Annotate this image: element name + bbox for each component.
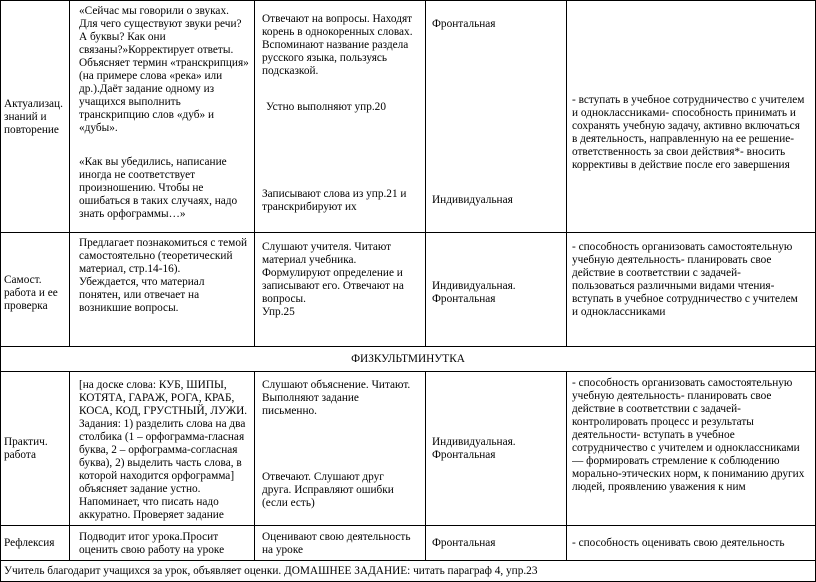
stage-label: Самост. работа и ее проверка xyxy=(4,274,58,312)
row-divider xyxy=(0,346,816,347)
column-divider xyxy=(254,371,255,560)
stage-label: Рефлексия xyxy=(4,537,55,549)
table-border-top xyxy=(0,0,816,1)
learning-outcomes: - способность организовать самостоятельную учебную деятельность- планировать свое действие в соответствии с задачей- пользоваться различными видами чтения- вступать в учебное сотрудничество с учителем и одноклассниками xyxy=(572,241,798,318)
column-divider xyxy=(254,0,255,346)
work-form: Индивидуальная. Фронтальная xyxy=(432,436,516,461)
column-divider xyxy=(425,0,426,346)
teacher-activity: Предлагает познакомиться с темой самостоятельно (теоретический материал, стр.14-16). Убеждается, что материал понятен, или отвечает на возникшие вопросы. xyxy=(79,237,248,314)
student-activity: Слушают учителя. Читают материал учебника. Формулируют определение и записывают его. Отвечают на вопросы. Упр.25 xyxy=(262,241,404,318)
teacher-activity: «Сейчас мы говорили о звуках. Для чего существуют звуки речи? А буквы? Как они связаны?»Корректирует ответы. Объясняет термин «транскрипция» (на примере слова «река» или др.).Даёт задание одному из учащихся выполнить транскрипцию слов «дуб» и «дубы». xyxy=(79,5,249,134)
column-divider xyxy=(566,371,567,560)
teacher-activity: [на доске слова: КУБ, ШИПЫ, КОТЯТА, ГАРАЖ, РОГА, КРАБ, КОСА, КОД, ГРУСТНЫЙ, ЛУЖИ. Задания: 1) разделить слова на два столбика (1 – орфограмма-гласная буква, 2 – орфограмма-согласная буква), 2) выделить часть слова, в которой находится орфограмма] объясняет задание устно. Напоминает, что писать надо аккуратно. Проверяет задание xyxy=(79,379,248,521)
stage-label: Практич. работа xyxy=(4,436,48,461)
column-divider xyxy=(69,0,70,346)
table-border-left xyxy=(0,0,1,582)
work-form: Фронтальная xyxy=(432,537,496,549)
learning-outcomes: - способность организовать самостоятельную учебную деятельность- планировать свое действие в соответствии с задачей- контролировать процесс и результаты деятельности- вступать в учебное сотрудничество с учителем и одноклассниками — формировать стремление к соблюдению морально-этических норм, к пониманию других людей, проявлению уважения к ним xyxy=(572,377,805,493)
column-divider xyxy=(69,371,70,560)
work-form: Фронтальная xyxy=(432,18,496,30)
row-divider xyxy=(0,560,816,561)
row-divider xyxy=(0,232,816,233)
column-divider xyxy=(566,0,567,346)
student-activity: Записывают слова из упр.21 и транскрибируют их xyxy=(262,188,407,213)
work-form: Индивидуальная. Фронтальная xyxy=(432,280,516,305)
row-divider xyxy=(0,525,816,526)
teacher-activity: «Как вы убедились, написание иногда не соответствует произношению. Чтобы не ошибаться в таких случаях, надо знать орфограммы…» xyxy=(79,156,238,220)
student-activity: Отвечают на вопросы. Находят корень в однокоренных словах. Вспоминают название раздела русского языка, пользуясь подсказкой. xyxy=(262,13,413,77)
stage-label: Актуализац. знаний и повторение xyxy=(4,98,63,136)
row-divider xyxy=(0,371,816,372)
column-divider xyxy=(425,371,426,560)
student-activity: Оценивают свою деятельность на уроке xyxy=(262,531,411,556)
teacher-activity: Подводит итог урока.Просит оценить свою работу на уроке xyxy=(79,531,225,556)
learning-outcomes: - способность оценивать свою деятельность xyxy=(572,537,785,549)
section-banner: ФИЗКУЛЬТМИНУТКА xyxy=(351,353,465,365)
learning-outcomes: - вступать в учебное сотрудничество с учителем и одноклассниками- способность принимать и сохранять учебную задачу, активно включаться в деятельность, направленную на ее решение- ответственность за свои действия*- вносить коррективы в действие после его завершения xyxy=(572,94,805,171)
homework-footer: Учитель благодарит учащихся за урок, объявляет оценки. ДОМАШНЕЕ ЗАДАНИЕ: читать параграф 4, упр.23 xyxy=(4,565,538,577)
student-activity: Устно выполняют упр.20 xyxy=(266,101,386,113)
work-form: Индивидуальная xyxy=(432,194,513,206)
student-activity: Отвечают. Слушают друг друга. Исправляют ошибки (если есть) xyxy=(262,471,394,509)
student-activity: Слушают объяснение. Читают. Выполняют задание письменно. xyxy=(262,379,411,417)
